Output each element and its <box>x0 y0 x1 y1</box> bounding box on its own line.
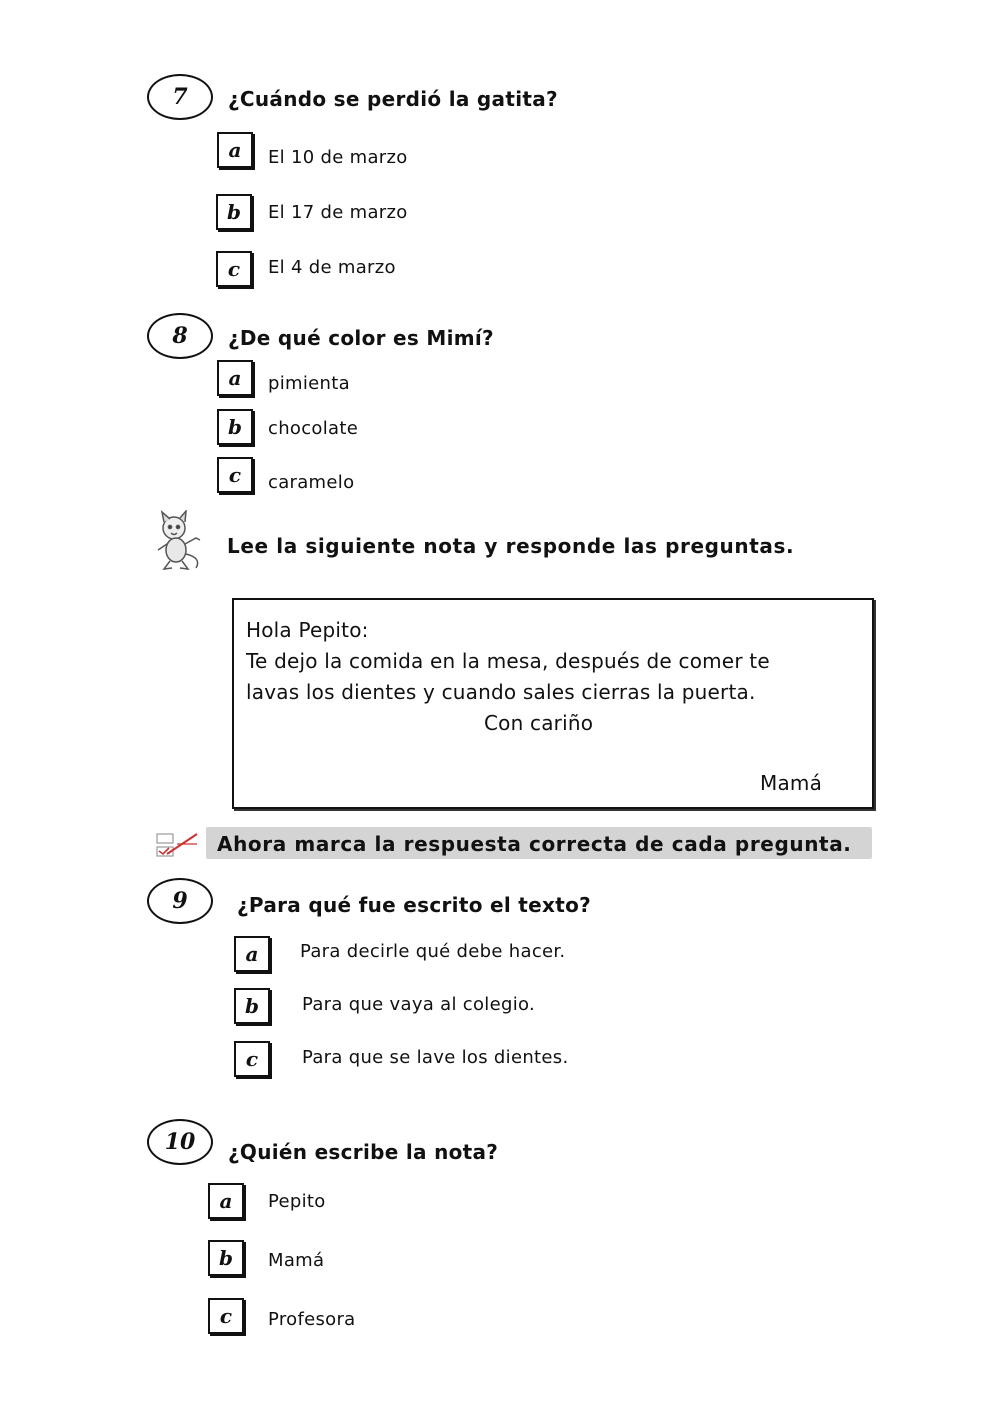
q8-option-c-box[interactable]: c <box>217 457 253 493</box>
q9-option-a-text: Para decirle qué debe hacer. <box>300 941 566 962</box>
q8-option-b-box[interactable]: b <box>217 409 253 445</box>
question-9-number: 9 <box>147 878 213 924</box>
q7-option-a-text: El 10 de marzo <box>268 147 408 168</box>
q9-option-b-text: Para que vaya al colegio. <box>302 994 536 1015</box>
note-signature: Mamá <box>760 771 823 795</box>
question-8-text: ¿De qué color es Mimí? <box>228 326 494 350</box>
q9-option-c-text: Para que se lave los dientes. <box>302 1047 569 1068</box>
note-closing: Con cariño <box>484 711 594 735</box>
question-9-text: ¿Para qué fue escrito el texto? <box>237 893 592 917</box>
question-8-number: 8 <box>147 313 213 359</box>
q7-option-b-text: El 17 de marzo <box>268 202 408 223</box>
q10-option-a-box[interactable]: a <box>208 1183 244 1219</box>
q9-option-a-box[interactable]: a <box>234 936 270 972</box>
note-greeting: Hola Pepito: <box>246 618 369 642</box>
q10-option-b-text: Mamá <box>268 1250 325 1271</box>
note-box <box>232 598 874 809</box>
question-10-text: ¿Quién escribe la nota? <box>228 1140 499 1164</box>
q10-option-c-box[interactable]: c <box>208 1298 244 1334</box>
q8-option-b-text: chocolate <box>268 418 359 439</box>
question-7-number: 7 <box>147 74 213 120</box>
q8-option-a-box[interactable]: a <box>217 360 253 396</box>
q10-option-a-text: Pepito <box>268 1191 326 1212</box>
q9-option-c-box[interactable]: c <box>234 1041 270 1077</box>
read-note-instruction: Lee la siguiente nota y responde las preguntas. <box>227 534 795 558</box>
q8-option-a-text: pimienta <box>268 373 350 394</box>
q7-option-a-box[interactable]: a <box>217 132 253 168</box>
q9-option-b-box[interactable]: b <box>234 988 270 1024</box>
q8-option-c-text: caramelo <box>268 472 355 493</box>
cartoon-cat-icon <box>150 510 210 572</box>
checkbox-pencil-icon <box>155 830 201 860</box>
q7-option-b-box[interactable]: b <box>216 194 252 230</box>
note-line-1: Te dejo la comida en la mesa, después de comer te <box>246 649 770 673</box>
q10-option-b-box[interactable]: b <box>208 1240 244 1276</box>
q10-option-c-text: Profesora <box>268 1309 356 1330</box>
q7-option-c-text: El 4 de marzo <box>268 257 396 278</box>
mark-answer-instruction: Ahora marca la respuesta correcta de cada pregunta. <box>217 832 852 856</box>
question-7-text: ¿Cuándo se perdió la gatita? <box>228 87 558 111</box>
q7-option-c-box[interactable]: c <box>216 251 252 287</box>
question-10-number: 10 <box>147 1119 213 1165</box>
note-line-2: lavas los dientes y cuando sales cierras la puerta. <box>246 680 756 704</box>
